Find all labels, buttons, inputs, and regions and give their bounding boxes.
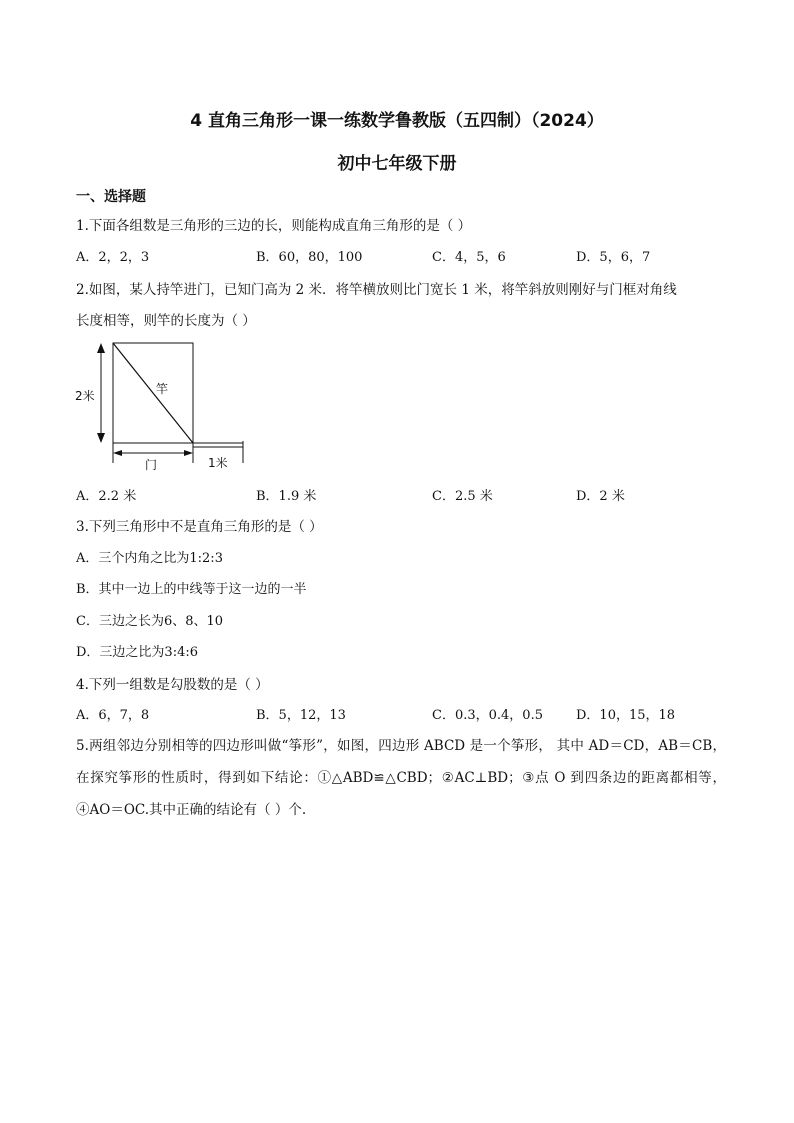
pole-diagonal	[113, 343, 193, 443]
q1-option-a: A．2，2，3	[76, 250, 150, 265]
height-arrow-head-top	[97, 343, 105, 353]
door-label: 门	[145, 458, 158, 472]
question-2-stem-line2: 长度相等，则竿的长度为（ ）	[76, 313, 256, 329]
q4-option-b: B．5，12，13	[256, 708, 346, 723]
height-arrow-head-bottom	[97, 433, 105, 443]
section-heading: 一、选择题	[76, 189, 146, 205]
height-label: 2米	[75, 389, 95, 403]
q2-option-c: C．2.5 米	[432, 489, 493, 504]
q2-option-b: B．1.9 米	[256, 489, 317, 504]
question-2-stem-line1: 2.如图，某人持竿进门，已知门高为 2 米．将竿横放则比门宽长 1 米，将竿斜放则刚好与门框对角线	[76, 282, 677, 298]
extra-label: 1米	[208, 456, 228, 470]
question-5-text: 5.两组邻边分别相等的四边形叫做“筝形”，如图，四边形 ABCD 是一个筝形， 其中 AD＝CD，AB＝CB，在探究筝形的性质时，得到如下结论：①△ABD≌△CBD；②AC⊥BD；③点 O 到四条边的距离都相等，④AO＝OC.其中正确的结论有（ ）个.	[76, 738, 726, 818]
q1-option-b: B．60，80，100	[256, 250, 363, 265]
pole-label: 竿	[156, 382, 169, 396]
question-4-stem: 4.下列一组数是勾股数的是（ ）	[76, 677, 269, 693]
door-arrow-head-right	[184, 450, 193, 456]
q4-option-a: A．6，7，8	[76, 708, 150, 723]
question-3-stem: 3.下列三角形中不是直角三角形的是（ ）	[76, 519, 323, 535]
q2-option-d: D．2 米	[576, 489, 625, 504]
door-arrow-head-left	[113, 450, 122, 456]
q2-option-a: A．2.2 米	[76, 489, 137, 504]
q3-option-a: A．三个内角之比为1:2:3	[76, 551, 223, 566]
q4-option-c: C．0.3，0.4，0.5	[432, 708, 543, 723]
q3-option-b: B．其中一边上的中线等于这一边的一半	[76, 582, 307, 597]
q3-option-d: D．三边之比为3:4:6	[76, 645, 198, 660]
question-1-stem: 1.下面各组数是三角形的三边的长，则能构成直角三角形的是（ ）	[76, 218, 472, 234]
q4-option-d: D．10，15，18	[576, 708, 676, 723]
document-subtitle: 初中七年级下册	[337, 154, 457, 174]
document-title: 4 直角三角形一课一练数学鲁教版（五四制）（2024）	[190, 111, 604, 131]
q3-option-c: C．三边之长为6、8、10	[76, 614, 224, 629]
q1-option-c: C．4，5，6	[432, 250, 506, 265]
q1-option-d: D．5，6，7	[576, 250, 651, 265]
door-pole-figure	[70, 335, 260, 475]
